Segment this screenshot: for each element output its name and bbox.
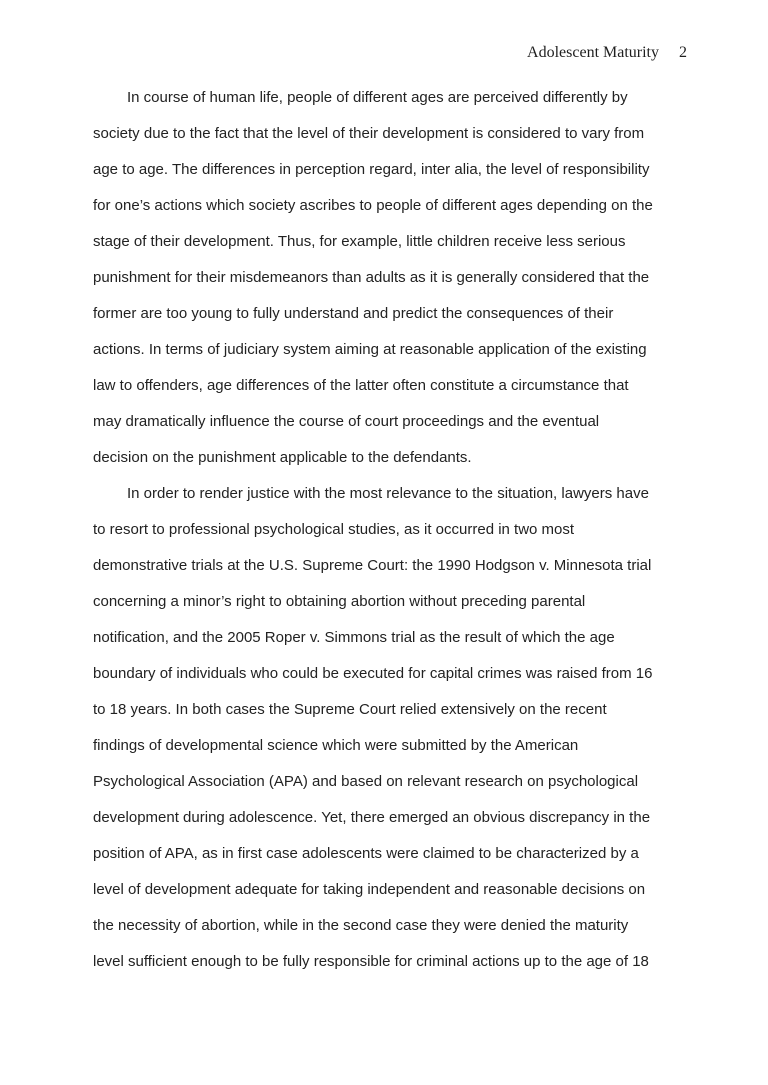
text-line: age to age. The differences in perception regard, inter alia, the level of responsibility [93,161,650,178]
text-line: demonstrative trials at the U.S. Supreme Court: the 1990 Hodgson v. Minnesota trial [93,557,652,574]
text-line: law to offenders, age differences of the latter often constitute a circumstance that [93,377,629,394]
text-line: to 18 years. In both cases the Supreme Court relied extensively on the recent [93,701,607,718]
text-line: society due to the fact that the level of their development is considered to vary from [93,125,645,142]
text-line: notification, and the 2005 Roper v. Simmons trial as the result of which the age [93,629,615,646]
text-line: to resort to professional psychological studies, as it occurred in two most [93,521,575,538]
paragraph [93,476,708,980]
text-line: Psychological Association (APA) and based on relevant research on psychological [93,773,639,790]
running-head-title: Adolescent Maturity [527,44,659,61]
page-header [0,44,687,62]
text-line: former are too young to fully understand and predict the consequences of their [93,305,614,322]
text-line: actions. In terms of judiciary system aiming at reasonable application of the existing [93,341,647,358]
text-line: decision on the punishment applicable to the defendants. [93,449,472,466]
text-line: In course of human life, people of different ages are perceived differently by [127,89,628,106]
text-line: In order to render justice with the most relevance to the situation, lawyers have [127,485,649,502]
text-line: level of development adequate for taking independent and reasonable decisions on [93,881,646,898]
paragraph [93,80,708,476]
text-line: may dramatically influence the course of court proceedings and the eventual [93,413,600,430]
text-line: concerning a minor’s right to obtaining abortion without preceding parental [93,593,586,610]
text-line: punishment for their misdemeanors than adults as it is generally considered that the [93,269,650,286]
document-body [93,80,708,980]
text-line: boundary of individuals who could be executed for capital crimes was raised from 16 [93,665,653,682]
text-line: findings of developmental science which were submitted by the American [93,737,579,754]
page-number: 2 [679,44,687,61]
text-line: the necessity of abortion, while in the second case they were denied the maturity [93,917,629,934]
text-line: development during adolescence. Yet, there emerged an obvious discrepancy in the [93,809,651,826]
text-line: stage of their development. Thus, for example, little children receive less serious [93,233,626,250]
text-line: position of APA, as in first case adolescents were claimed to be characterized by a [93,845,639,862]
text-line: level sufficient enough to be fully responsible for criminal actions up to the age of 18 [93,953,649,970]
text-line: for one’s actions which society ascribes to people of different ages depending on the [93,197,653,214]
